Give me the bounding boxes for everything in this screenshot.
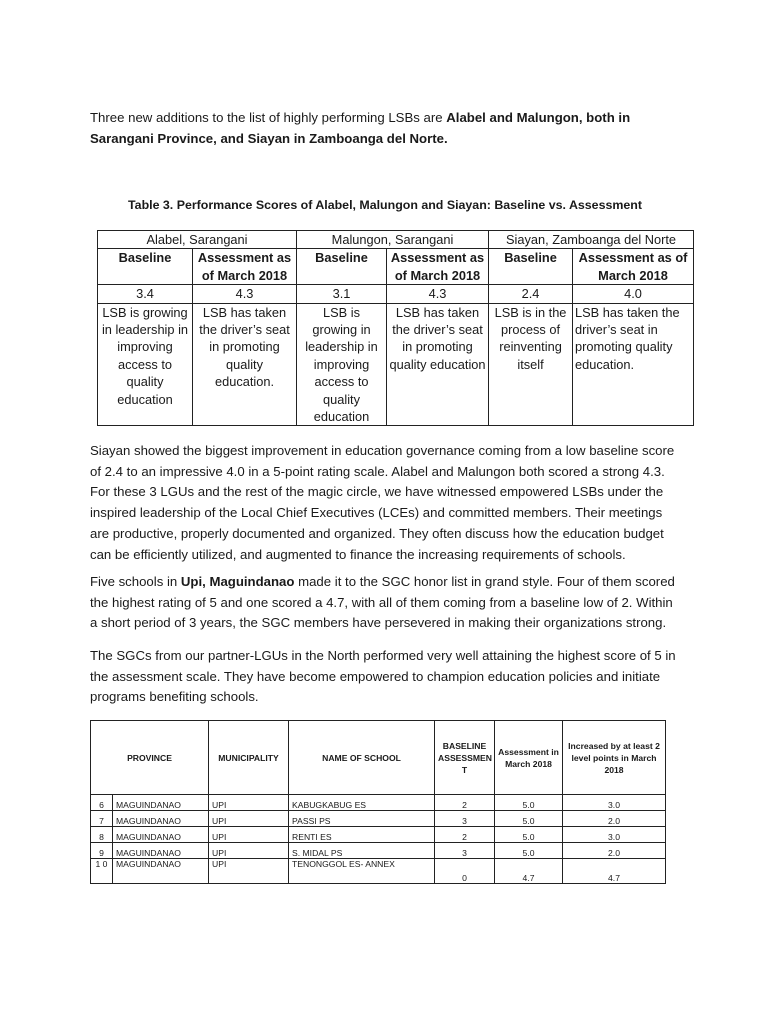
table-row [91,843,666,859]
assessment-cell: 5.0 [495,811,563,827]
column-header: Assessment as of March 2018 [193,249,297,285]
description-cell: LSB is growing in leadership in improving access to quality education [98,303,193,426]
province-cell: MAGUINDANAO [113,795,209,811]
municipality-cell: UPI [209,859,289,884]
column-header: BASELINE ASSESSMEN T [435,721,495,795]
school-cell: RENTI ES [289,827,435,843]
baseline-cell: 3 [435,843,495,859]
description-cell: LSB has taken the driver’s seat in promoting quality education [387,303,489,426]
row-number: 8 [91,827,113,843]
description-cell: LSB has taken the driver’s seat in promoting quality education. [193,303,297,426]
column-header: Assessment as of March 2018 [573,249,694,285]
table-row [91,827,666,843]
school-cell: S. MIDAL PS [289,843,435,859]
score-cell: 4.3 [387,285,489,303]
increase-cell: 3.0 [563,795,666,811]
row-number: 9 [91,843,113,859]
province-cell: MAGUINDANAO [113,859,209,884]
province-cell: MAGUINDANAO [113,843,209,859]
score-cell: 3.1 [297,285,387,303]
increase-cell: 4.7 [563,859,666,884]
intro-bold-text: Alabel and Malungon, both in Sarangani Province, and Siayan in Zamboanga del Norte. [90,110,631,146]
column-header: Baseline [489,249,573,285]
assessment-cell: 5.0 [495,827,563,843]
baseline-cell: 0 [435,859,495,884]
score-cell: 3.4 [98,285,193,303]
paragraph2-text: Five schools in [90,574,181,589]
paragraph2-text-end: made it to the SGC honor list in grand style. Four of them scored the highest rating of 5 and one scored a 4.7, with all of them coming from a baseline low of 2. Within a short period of 3 years, the SGC members have persevered in making their organizations strong. [90,574,675,631]
assessment-cell: 5.0 [495,843,563,859]
sgc-schools-table [90,720,666,884]
school-cell: PASSI PS [289,811,435,827]
school-cell: TENONGGOL ES- ANNEX [289,859,435,884]
column-header: Baseline [297,249,387,285]
baseline-cell: 2 [435,827,495,843]
municipality-cell: UPI [209,795,289,811]
group-header: Malungon, Sarangani [297,231,489,249]
row-number: 7 [91,811,113,827]
increase-cell: 3.0 [563,827,666,843]
paragraph2-bold-text: Upi, Maguindanao [180,574,295,589]
description-cell: LSB is growing in leadership in improving access to quality education [297,303,387,426]
performance-scores-table [97,230,694,426]
municipality-cell: UPI [209,811,289,827]
municipality-cell: UPI [209,827,289,843]
score-cell: 4.0 [573,285,694,303]
province-cell: MAGUINDANAO [113,827,209,843]
province-cell: MAGUINDANAO [113,811,209,827]
table3-caption: Table 3. Performance Scores of Alabel, Malungon and Siayan: Baseline vs. Assessment [128,198,642,212]
increase-cell: 2.0 [563,811,666,827]
column-header: Assessment as of March 2018 [387,249,489,285]
row-number: 6 [91,795,113,811]
table-row [91,859,666,884]
column-header: Assessment in March 2018 [495,721,563,795]
row-number: 1 0 [91,859,113,884]
school-cell: KABUGKABUG ES [289,795,435,811]
baseline-cell: 2 [435,795,495,811]
baseline-cell: 3 [435,811,495,827]
intro-paragraph [90,108,680,149]
description-cell: LSB has taken the driver’s seat in promoting quality education. [573,303,694,426]
intro-text: Three new additions to the list of highly performing LSBs are [90,110,447,125]
description-cell: LSB is in the process of reinventing itself [489,303,573,426]
table-row [91,795,666,811]
group-header: Siayan, Zamboanga del Norte [489,231,694,249]
column-header: NAME OF SCHOOL [289,721,435,795]
body-paragraph-1: Siayan showed the biggest improvement in education governance coming from a low baseline score of 2.4 to an impressive 4.0 in a 5-point rating scale. Alabel and Malungon both scored a strong 4.3. For these 3 LGUs and the rest of the magic circle, we have witnessed empowered LSBs under the inspired leadership of the Local Chief Executives (LCEs) and committed members. Their meetings are productive, properly documented and organized. They often discuss how the education budget can be efficiently utilized, and augmented to finance the increasing requirements of schools. [90,443,675,562]
column-header: PROVINCE [91,721,209,795]
column-header: Increased by at least 2 level points in March 2018 [563,721,666,795]
table-row [91,811,666,827]
increase-cell: 2.0 [563,843,666,859]
assessment-cell: 5.0 [495,795,563,811]
group-header: Alabel, Sarangani [98,231,297,249]
score-cell: 4.3 [193,285,297,303]
body-paragraph-3: The SGCs from our partner-LGUs in the North performed very well attaining the highest score of 5 in the assessment scale. They have become empowered to champion education policies and initiate programs benefiting schools. [90,648,676,705]
column-header: MUNICIPALITY [209,721,289,795]
assessment-cell: 4.7 [495,859,563,884]
body-paragraph-2 [90,572,680,634]
column-header: Baseline [98,249,193,285]
municipality-cell: UPI [209,843,289,859]
score-cell: 2.4 [489,285,573,303]
